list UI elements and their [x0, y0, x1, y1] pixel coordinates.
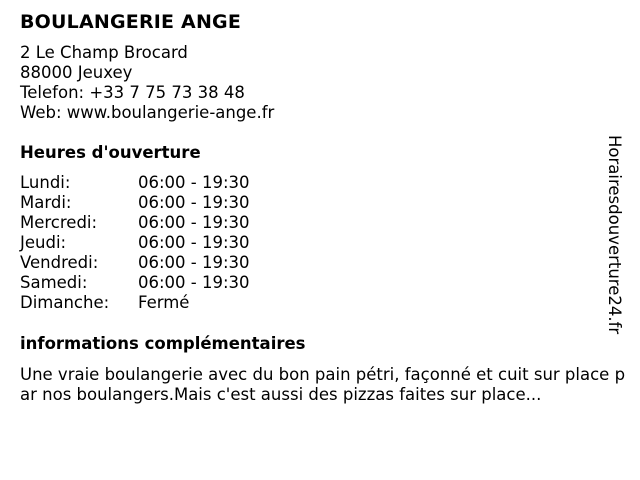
website-link: Web: www.boulangerie-ange.fr [20, 103, 275, 122]
phone-number: Telefon: +33 7 75 73 38 48 [20, 83, 245, 102]
hours-day: Lundi: [20, 173, 71, 192]
hours-day: Mardi: [20, 193, 72, 212]
hours-time: 06:00 - 19:30 [138, 233, 250, 252]
hours-time: Fermé [138, 293, 190, 312]
hours-row-mercredi [20, 213, 632, 233]
additional-info-text: Une vraie boulangerie avec du bon pain pétri, façonné et cuit sur place par nos boulangers.Mais c'est aussi des pizzas faites sur place... [20, 365, 626, 404]
business-card [20, 10, 632, 405]
hours-day: Jeudi: [20, 233, 67, 252]
hours-row-samedi [20, 273, 632, 293]
opening-hours-heading: Heures d'ouverture [20, 143, 201, 162]
hours-row-mardi [20, 193, 632, 213]
hours-day: Dimanche: [20, 293, 110, 312]
address-city: 88000 Jeuxey [20, 63, 133, 82]
hours-row-dimanche [20, 293, 632, 313]
hours-row-lundi [20, 173, 632, 193]
hours-day: Samedi: [20, 273, 88, 292]
hours-row-vendredi [20, 253, 632, 273]
side-brand-watermark: Horairesdouverture24.fr [605, 135, 624, 335]
hours-time: 06:00 - 19:30 [138, 273, 250, 292]
hours-day: Mercredi: [20, 213, 98, 232]
business-name: BOULANGERIE ANGE [20, 11, 242, 33]
opening-hours-table [20, 173, 632, 313]
hours-row-jeudi [20, 233, 632, 253]
hours-time: 06:00 - 19:30 [138, 193, 250, 212]
additional-info-heading: informations complémentaires [20, 334, 306, 353]
address-street: 2 Le Champ Brocard [20, 43, 188, 62]
contact-block [20, 43, 632, 123]
hours-day: Vendredi: [20, 253, 99, 272]
hours-time: 06:00 - 19:30 [138, 173, 250, 192]
hours-time: 06:00 - 19:30 [138, 213, 250, 232]
hours-time: 06:00 - 19:30 [138, 253, 250, 272]
